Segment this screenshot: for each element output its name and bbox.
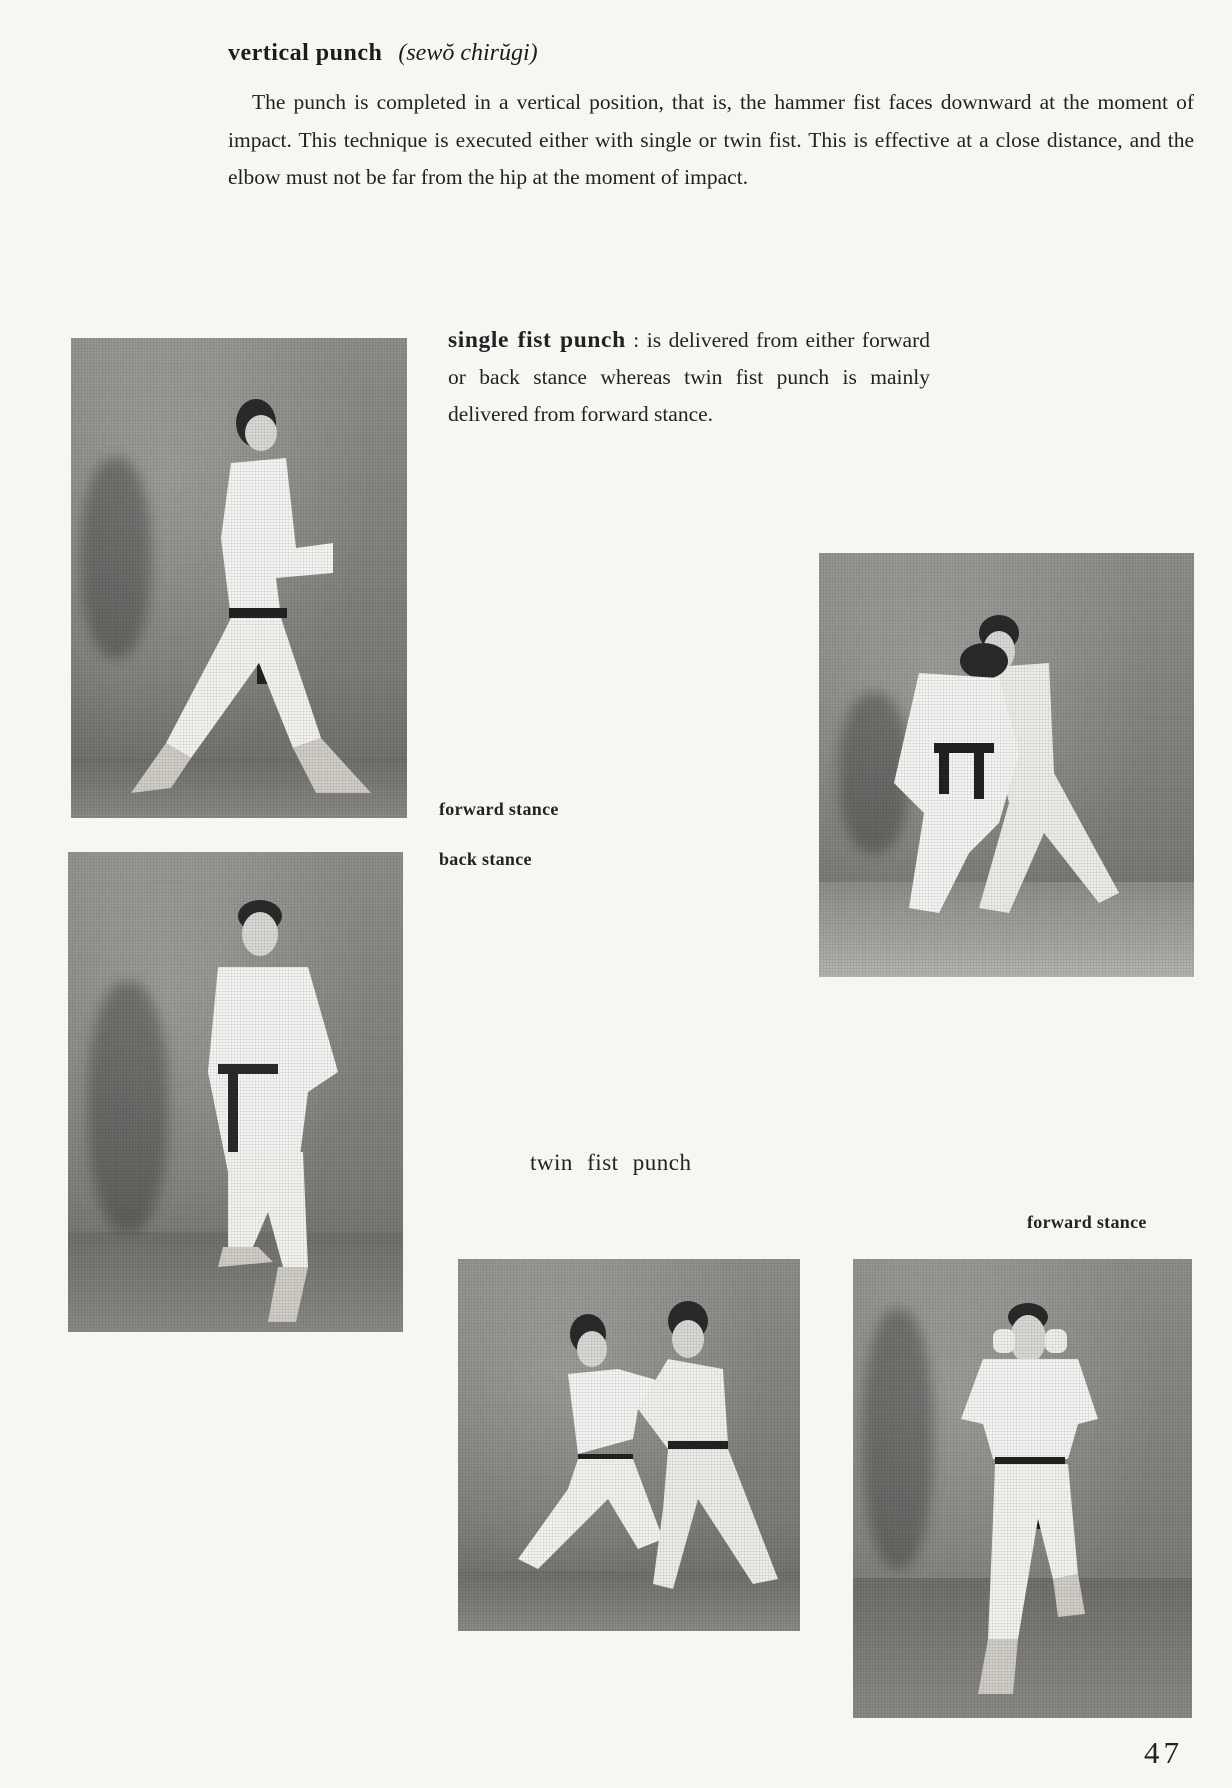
page-number: 47: [1144, 1735, 1183, 1770]
caption-forward-stance: forward stance: [439, 799, 559, 819]
photo-single-fist-pair: [819, 553, 1194, 977]
single-fist-heading: single fist punch: [448, 327, 626, 353]
figure-twin-front-icon: [853, 1259, 1192, 1718]
single-fist-text: : is delivered from either forward or back stance whereas twin fist punch is mainly delivered from forward stance.: [448, 328, 930, 426]
caption-back-stance: back stance: [439, 849, 532, 869]
intro-paragraph: The punch is completed in a vertical position, that is, the hammer fist faces downward at the moment of impact. This technique is executed either with single or twin fist. This is effective at a close distance, and the elbow must not be far from the hip at the moment of impact.: [228, 90, 1194, 189]
photo-twin-forward-stance: [853, 1259, 1192, 1718]
figure-forward-stance-icon: [71, 338, 407, 818]
figure-twin-pair-icon: [458, 1259, 800, 1631]
photo-single-forward-stance: [71, 338, 407, 818]
single-fist-paragraph: [448, 322, 930, 433]
photo-twin-fist-pair: [458, 1259, 800, 1631]
photo-single-back-stance: [68, 852, 403, 1332]
figure-pair-icon: [819, 553, 1194, 977]
section-title-native: (sewŏ chirŭgi): [398, 40, 538, 66]
section-title: [228, 40, 538, 67]
figure-back-stance-icon: [68, 852, 403, 1332]
twin-fist-heading: twin fist punch: [530, 1150, 692, 1175]
caption-forward-stance-twin: forward stance: [1027, 1212, 1147, 1232]
section-title-text: vertical punch: [228, 40, 383, 66]
